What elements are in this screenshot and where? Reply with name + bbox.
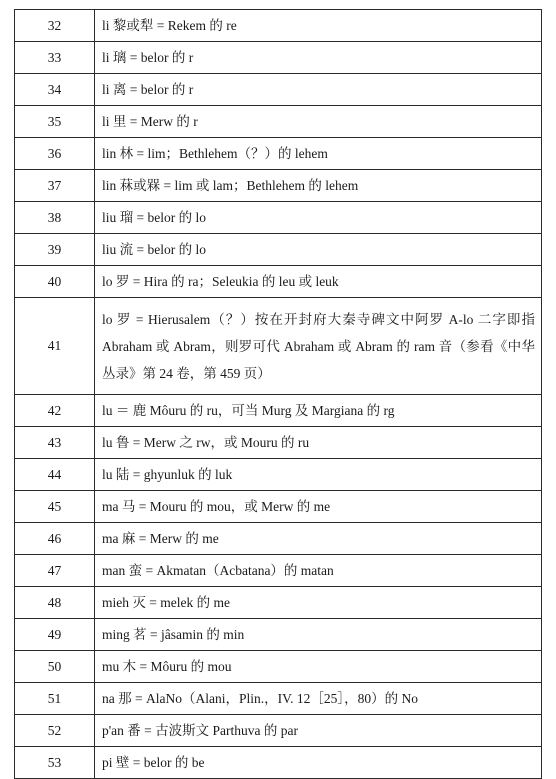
row-number: 35 <box>15 106 95 138</box>
table-row <box>15 555 542 587</box>
row-gloss: ma 麻 = Merw 的 me <box>95 523 542 555</box>
row-number: 49 <box>15 619 95 651</box>
row-number: 50 <box>15 651 95 683</box>
row-number: 46 <box>15 523 95 555</box>
row-number: 38 <box>15 202 95 234</box>
row-number: 42 <box>15 395 95 427</box>
row-gloss: lin 菻或槑 = lim 或 lam；Bethlehem 的 lehem <box>95 170 542 202</box>
row-gloss: lu 陆 = ghyunluk 的 luk <box>95 459 542 491</box>
table-row <box>15 170 542 202</box>
table-row <box>15 10 542 42</box>
table-row <box>15 619 542 651</box>
row-number: 47 <box>15 555 95 587</box>
row-gloss: ma 马 = Mouru 的 mou，或 Merw 的 me <box>95 491 542 523</box>
row-gloss: liu 瑠 = belor 的 lo <box>95 202 542 234</box>
row-number: 33 <box>15 42 95 74</box>
row-number: 36 <box>15 138 95 170</box>
row-gloss: na 那 = AlaNo（Alani，Plin.，IV. 12［25］，80）的 No <box>95 683 542 715</box>
row-number: 32 <box>15 10 95 42</box>
row-gloss: li 离 = belor 的 r <box>95 74 542 106</box>
row-number: 43 <box>15 427 95 459</box>
table-row <box>15 395 542 427</box>
table-row <box>15 587 542 619</box>
row-gloss: mieh 灭 = melek 的 me <box>95 587 542 619</box>
row-gloss: ming 茗 = jâsamin 的 min <box>95 619 542 651</box>
table-row <box>15 138 542 170</box>
table-row <box>15 74 542 106</box>
row-number: 37 <box>15 170 95 202</box>
table-row <box>15 715 542 747</box>
row-number: 48 <box>15 587 95 619</box>
table-row <box>15 42 542 74</box>
table-row <box>15 298 542 395</box>
row-number: 40 <box>15 266 95 298</box>
table-row <box>15 459 542 491</box>
table-row <box>15 266 542 298</box>
row-gloss: man 蛮 = Akmatan（Acbatana）的 matan <box>95 555 542 587</box>
row-number: 41 <box>15 298 95 395</box>
table-row <box>15 202 542 234</box>
table-row <box>15 234 542 266</box>
table-row <box>15 491 542 523</box>
table-row <box>15 427 542 459</box>
row-gloss: p'an 番 = 古波斯文 Parthuva 的 par <box>95 715 542 747</box>
table-row <box>15 683 542 715</box>
table-row <box>15 106 542 138</box>
row-gloss: lu 鲁 = Merw 之 rw，或 Mouru 的 ru <box>95 427 542 459</box>
row-number: 45 <box>15 491 95 523</box>
row-gloss: lo 罗 = Hierusalem（？）按在开封府大秦寺碑文中阿罗 A-lo 二字即指 Abraham 或 Abram，则罗可代 Abraham 或 Abram 的 ram 音（参看《中华丛录》第 24 卷，第 459 页） <box>95 298 542 395</box>
row-gloss: li 黎或犁 = Rekem 的 re <box>95 10 542 42</box>
row-gloss: liu 流 = belor 的 lo <box>95 234 542 266</box>
row-number: 44 <box>15 459 95 491</box>
table-row <box>15 747 542 779</box>
row-gloss: lo 罗 = Hira 的 ra；Seleukia 的 leu 或 leuk <box>95 266 542 298</box>
row-number: 39 <box>15 234 95 266</box>
row-gloss: mu 木 = Môuru 的 mou <box>95 651 542 683</box>
table-row <box>15 651 542 683</box>
row-gloss: li 璃 = belor 的 r <box>95 42 542 74</box>
row-number: 51 <box>15 683 95 715</box>
row-gloss: lu ＝ 鹿 Môuru 的 ru，可当 Murg 及 Margiana 的 rg <box>95 395 542 427</box>
row-gloss: pi 壁 = belor 的 be <box>95 747 542 779</box>
row-gloss: lin 林 = lim；Bethlehem（？）的 lehem <box>95 138 542 170</box>
row-gloss: li 里 = Merw 的 r <box>95 106 542 138</box>
row-number: 52 <box>15 715 95 747</box>
row-number: 34 <box>15 74 95 106</box>
row-number: 53 <box>15 747 95 779</box>
transliteration-table <box>14 9 542 779</box>
table-row <box>15 523 542 555</box>
